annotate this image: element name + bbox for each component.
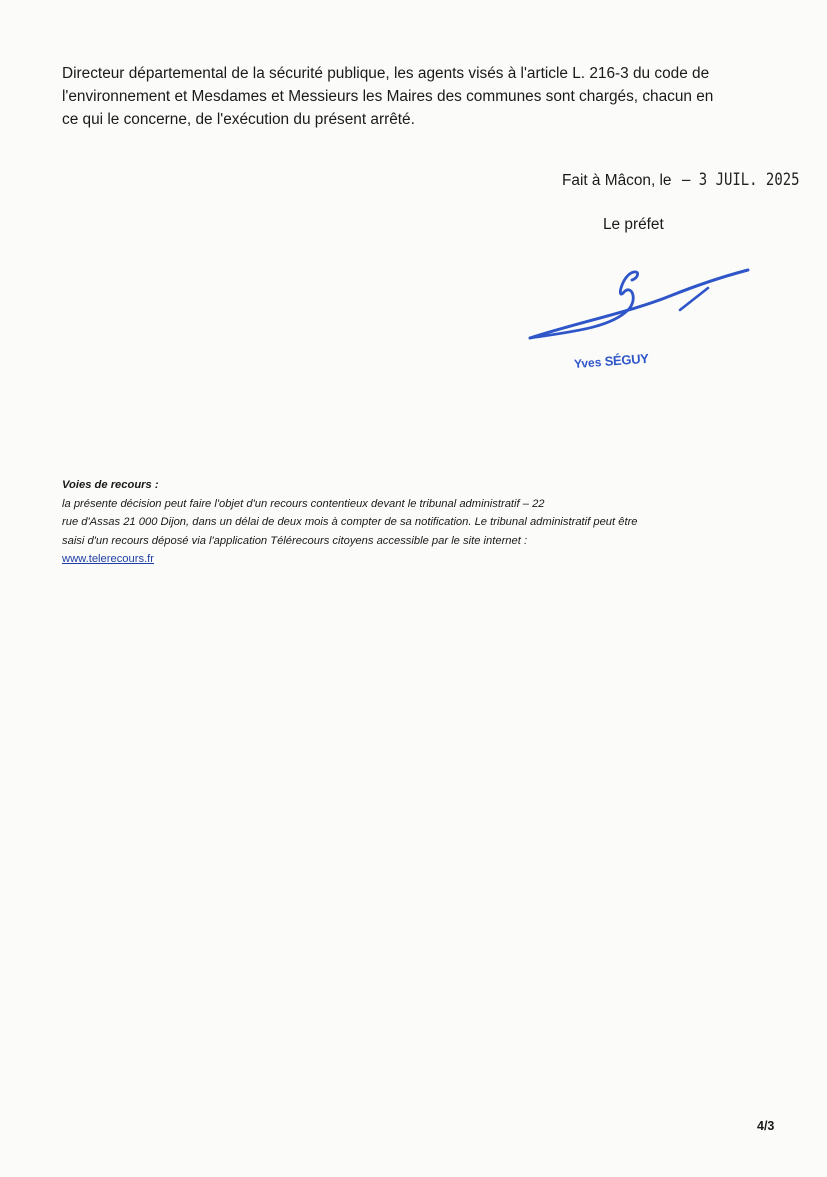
telerecours-link[interactable]: www.telerecours.fr (62, 553, 155, 565)
paragraph-line: Directeur départemental de la sécurité publique, les agents visés à l'article L. 216-3 du code de (62, 65, 710, 82)
appeal-lead: Voies de recours : (62, 479, 159, 491)
appeal-line: rue d'Assas 21 000 Dijon, dans un délai de deux mois à compter de sa notification. Le tribunal administratif peut être (62, 516, 638, 528)
handwritten-signature (520, 262, 760, 352)
appeal-line (62, 532, 782, 569)
signer-title: Le préfet (603, 216, 664, 233)
signer-name-stamp (573, 351, 649, 371)
appeal-notice (62, 476, 782, 569)
appeal-text: saisi d'un recours déposé via l'application Télérecours citoyens accessible par le site internet : (62, 534, 528, 547)
closing-paragraph (62, 62, 782, 131)
appeal-text: la présente décision peut faire l'objet d'un recours contentieux devant le tribunal administratif – 22 (62, 497, 545, 510)
place-and-date (562, 170, 825, 190)
signer-first-name: Yves (573, 355, 602, 371)
appeal-line (62, 476, 782, 513)
page-number: 4/3 (757, 1119, 775, 1133)
paragraph-line: l'environnement et Mesdames et Messieurs les Maires des communes sont chargés, chacun en (62, 88, 714, 105)
date-stamp: – 3 JUIL. 2025 (681, 170, 800, 190)
place-label: Fait à Mâcon, le (562, 172, 672, 189)
paragraph-line: ce qui le concerne, de l'exécution du présent arrêté. (62, 111, 415, 128)
signer-surname: SÉGUY (604, 350, 650, 369)
